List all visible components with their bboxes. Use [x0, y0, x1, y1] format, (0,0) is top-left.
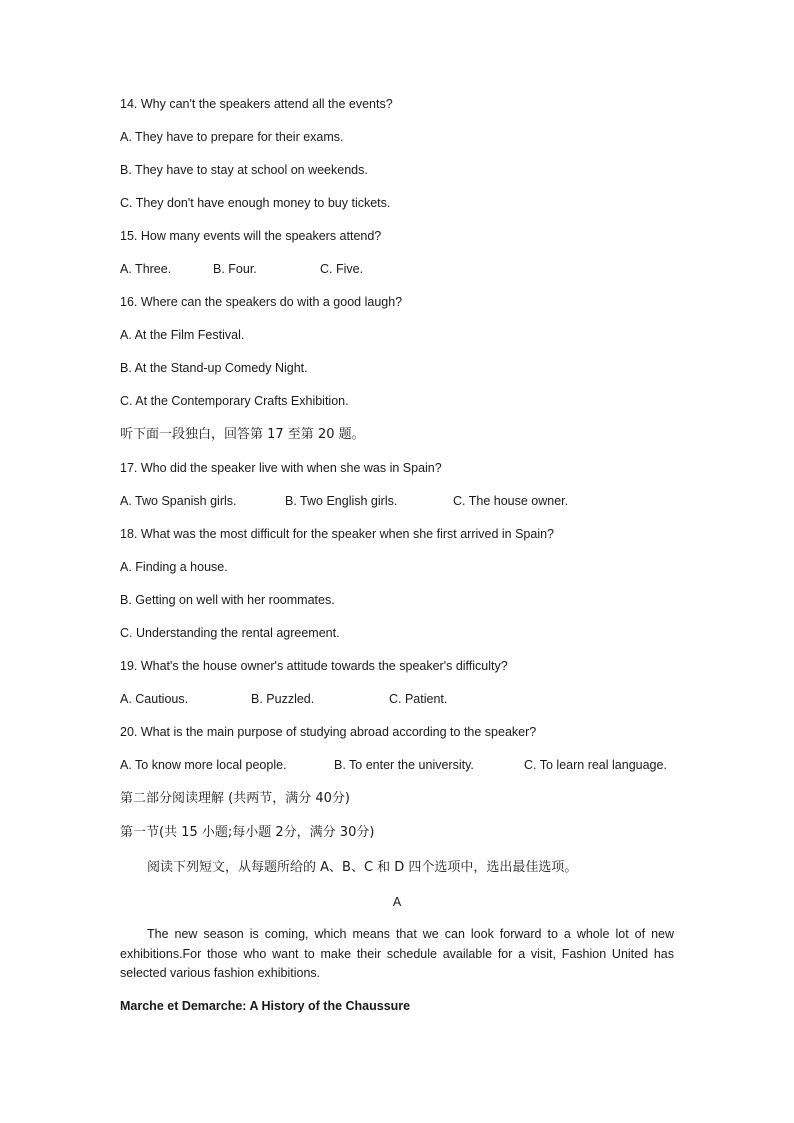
question-15: 15. How many events will the speakers attend?	[120, 229, 382, 243]
q15-option-b: B. Four.	[213, 262, 257, 276]
question-20: 20. What is the main purpose of studying abroad according to the speaker?	[120, 725, 537, 739]
question-14: 14. Why can't the speakers attend all the events?	[120, 97, 393, 111]
q15-option-c: C. Five.	[320, 262, 364, 276]
q20-option-c: C. To learn real language.	[524, 758, 667, 772]
reading-instruction: 阅读下列短文，从每题所给的 A、B、C 和 D 四个选项中，选出最佳选项。	[147, 860, 578, 875]
question-16: 16. Where can the speakers do with a good laugh?	[120, 295, 403, 309]
q15-option-a: A. Three.	[120, 262, 172, 276]
q14-option-b: B. They have to stay at school on weekends.	[120, 163, 368, 177]
question-18: 18. What was the most difficult for the speaker when she first arrived in Spain?	[120, 527, 555, 541]
q16-option-a: A. At the Film Festival.	[120, 328, 245, 342]
question-19: 19. What's the house owner's attitude towards the speaker's difficulty?	[120, 659, 508, 673]
section1-heading: 第一节(共 15 小题;每小题 2分，满分 30分)	[120, 825, 375, 840]
passage-label: A	[392, 895, 402, 909]
q14-option-c: C. They don't have enough money to buy tickets.	[120, 196, 391, 210]
q17-option-c: C. The house owner.	[453, 494, 569, 508]
q16-option-b: B. At the Stand-up Comedy Night.	[120, 361, 308, 375]
q20-option-b: B. To enter the university.	[334, 758, 474, 772]
monologue-instruction: 听下面一段独白，回答第 17 至第 20 题。	[120, 427, 365, 442]
q18-option-b: B. Getting on well with her roommates.	[120, 593, 335, 607]
part2-heading: 第二部分阅读理解 (共两节，满分 40分)	[120, 791, 350, 806]
q16-option-c: C. At the Contemporary Crafts Exhibition.	[120, 394, 349, 408]
q18-option-a: A. Finding a house.	[120, 560, 228, 574]
q19-option-b: B. Puzzled.	[251, 692, 315, 706]
q17-option-b: B. Two English girls.	[285, 494, 398, 508]
q17-option-a: A. Two Spanish girls.	[120, 494, 237, 508]
question-17: 17. Who did the speaker live with when she was in Spain?	[120, 461, 442, 475]
q19-option-c: C. Patient.	[389, 692, 448, 706]
q14-option-a: A. They have to prepare for their exams.	[120, 130, 344, 144]
q20-option-a: A. To know more local people.	[120, 758, 287, 772]
exhibition-title: Marche et Demarche: A History of the Chaussure	[120, 999, 411, 1013]
passage-intro: The new season is coming, which means that we can look forward to a whole lot of new exhibitions.For those who want to make their schedule available for a visit, Fashion United has selected various fashion exhibitions.	[120, 927, 674, 980]
q18-option-c: C. Understanding the rental agreement.	[120, 626, 340, 640]
q19-option-a: A. Cautious.	[120, 692, 189, 706]
